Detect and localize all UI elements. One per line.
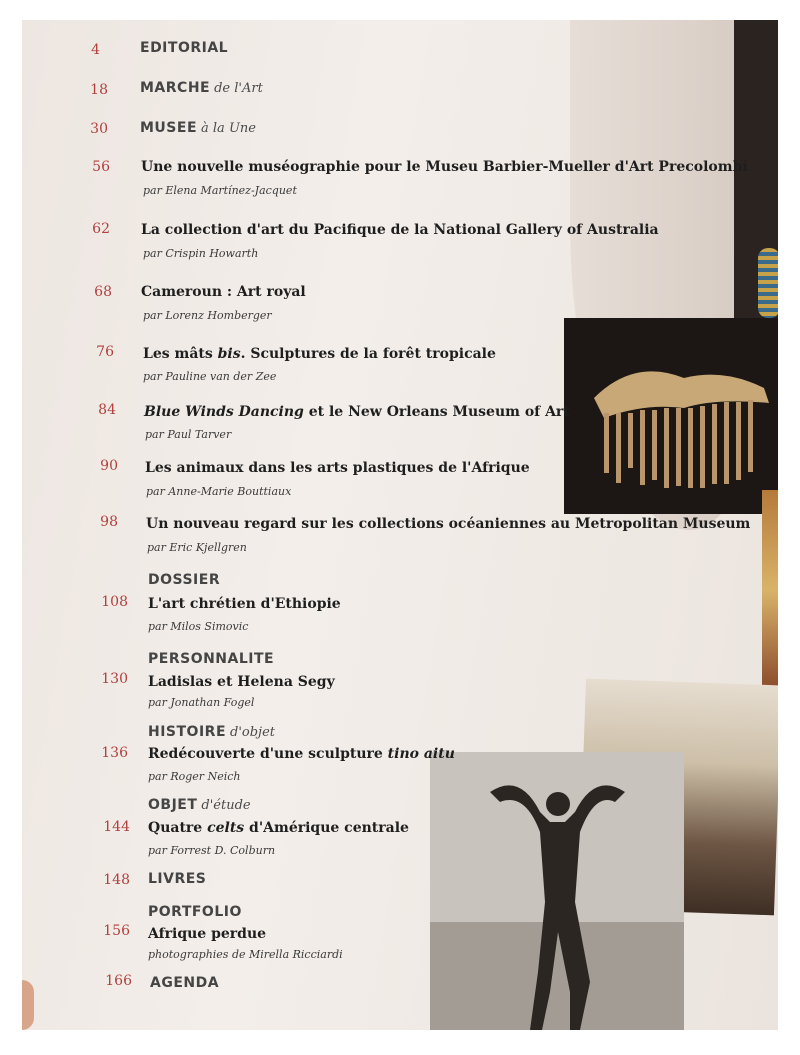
section-label: MUSEE <box>140 120 198 136</box>
section-sub: de l'Art <box>214 81 263 96</box>
title-italic: celts <box>207 820 245 836</box>
section-label: HISTOIRE <box>148 724 227 740</box>
section-portfolio: PORTFOLIO <box>148 904 242 920</box>
page-number: 4 <box>91 42 100 58</box>
section-musee[interactable] <box>140 120 256 136</box>
page-number: 108 <box>101 594 128 610</box>
article-title: La collection d'art du Pacifique de la National Gallery of Australia <box>141 222 659 238</box>
article-author: par Roger Neich <box>148 770 241 783</box>
section-livres[interactable]: LIVRES <box>148 871 207 887</box>
article-author: par Forrest D. Colburn <box>148 844 276 857</box>
section-sub: à la Une <box>201 121 256 136</box>
page-number: 144 <box>103 819 130 835</box>
article-author: par Milos Simovic <box>148 620 249 633</box>
section-objet <box>148 797 251 813</box>
title-italic: Blue Winds Dancing <box>144 404 304 420</box>
page-number: 156 <box>103 923 130 939</box>
article-title: Un nouveau regard sur les collections océaniennes au Metropolitan Museum <box>146 516 751 532</box>
page-number: 62 <box>92 221 110 237</box>
article-author: par Crispin Howarth <box>143 247 259 260</box>
title-part: Redécouverte d'une sculpture <box>148 746 388 762</box>
title-part: . Sculptures de la forêt tropicale <box>240 346 496 362</box>
section-histoire <box>148 724 275 740</box>
article-title: Afrique perdue <box>148 926 267 942</box>
article-author: par Eric Kjellgren <box>147 541 247 554</box>
section-personnalite: PERSONNALITE <box>148 651 275 667</box>
section-editorial[interactable] <box>140 40 228 56</box>
page-number: 18 <box>90 82 108 98</box>
title-italic: bis <box>217 346 241 362</box>
title-part: et le New Orleans Museum of Art <box>303 404 570 420</box>
article-title: L'art chrétien d'Ethiopie <box>148 596 341 612</box>
title-italic: tino aitu <box>387 746 455 762</box>
article-title: Cameroun : Art royal <box>141 284 306 300</box>
section-marche[interactable] <box>140 80 263 96</box>
section-agenda[interactable]: AGENDA <box>150 975 220 991</box>
page-number: 166 <box>105 973 132 989</box>
section-sub: d'objet <box>230 725 276 740</box>
article-title <box>148 820 409 836</box>
table-of-contents <box>22 20 778 1030</box>
article-author: par Pauline van der Zee <box>143 370 277 383</box>
section-label: OBJET <box>148 797 198 813</box>
page-number: 76 <box>96 344 114 360</box>
article-title <box>143 346 496 362</box>
page-number: 30 <box>90 121 108 137</box>
page-number: 90 <box>100 458 118 474</box>
article-title <box>144 404 570 420</box>
page-number: 130 <box>101 671 128 687</box>
section-label: EDITORIAL <box>140 40 229 56</box>
title-part: d'Amérique centrale <box>244 820 409 836</box>
page-number: 136 <box>101 745 128 761</box>
section-label: MARCHE <box>140 80 211 96</box>
section-dossier: DOSSIER <box>148 572 221 588</box>
page-number: 148 <box>103 872 130 888</box>
page-number: 56 <box>92 159 110 175</box>
magazine-page <box>22 20 778 1030</box>
page-number: 98 <box>100 514 118 530</box>
article-title: Une nouvelle muséographie pour le Museu Barbier-Mueller d'Art Precolombí <box>141 159 748 175</box>
article-title <box>148 746 455 762</box>
article-author: photographies de Mirella Ricciardi <box>148 948 343 961</box>
article-author: par Lorenz Homberger <box>143 309 272 322</box>
title-part: Les mâts <box>143 346 218 362</box>
page-number: 84 <box>98 402 116 418</box>
article-title: Les animaux dans les arts plastiques de l'Afrique <box>145 460 530 476</box>
page-number: 68 <box>94 284 112 300</box>
title-part: Quatre <box>148 820 208 836</box>
article-author: par Jonathan Fogel <box>148 696 255 709</box>
article-title: Ladislas et Helena Segy <box>148 674 335 690</box>
article-author: par Anne-Marie Bouttiaux <box>146 485 292 498</box>
section-sub: d'étude <box>201 798 251 813</box>
article-author: par Paul Tarver <box>145 428 232 441</box>
article-author: par Elena Martínez-Jacquet <box>143 184 297 197</box>
